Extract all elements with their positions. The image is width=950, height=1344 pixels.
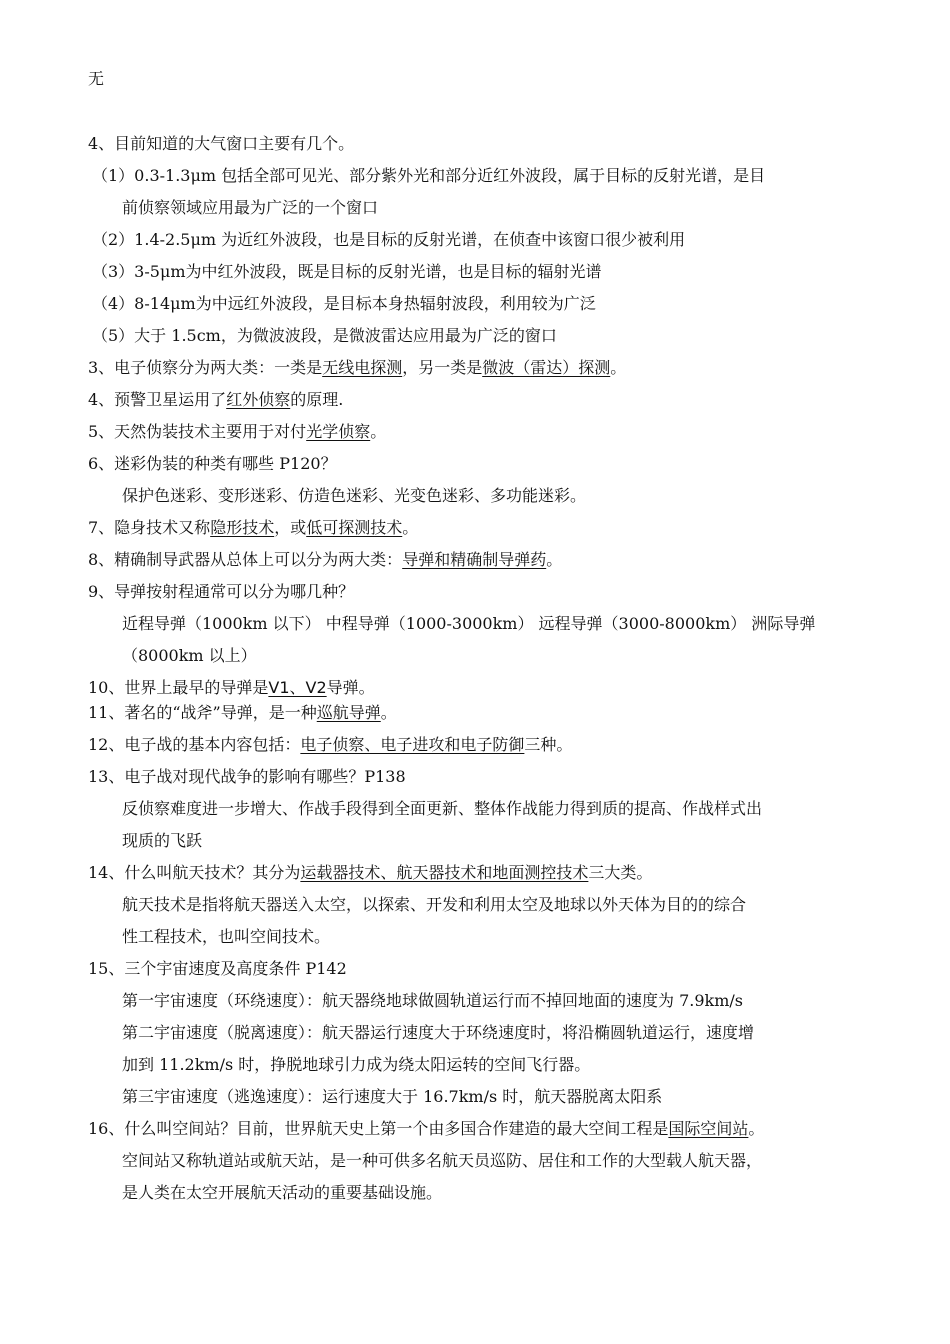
q13-answer-line-1: 反侦察难度进一步增大、作战手段得到全面更新、整体作战能力得到质的提高、作战样式出 [122,799,763,818]
q13-answer-line-2: 现质的飞跃 [122,831,203,850]
q15-title: 15、三个宇宙速度及高度条件 P142 [88,959,347,978]
q9-answer-line-1: 近程导弹（1000km 以下） 中程导弹（1000-3000km） 远程导弹（3000-8000km） 洲际导弹 [122,614,816,633]
q14-answer: 运载器技术、航天器技术和地面测控技术 [300,863,589,882]
q12-text-a: 12、电子战的基本内容包括： [88,735,301,754]
second-cosmic-velocity-line-2: 加到 11.2km/s 时，挣脱地球引力成为绕太阳运转的空间飞行器。 [122,1055,591,1074]
q12-line [88,734,572,756]
q10-answer: V1、V2 [268,678,327,697]
q11-answer: 巡航导弹 [316,703,381,722]
q11-text-a: 11、著名的“战斧”导弹，是一种 [88,703,317,722]
q7-line [88,517,418,539]
top-word: 无 [88,69,105,88]
q11-text-b: 。 [380,703,397,722]
q3-answer-2: 微波（雷达）探测 [482,358,611,377]
q4b-text-a: 4、预警卫星运用了 [88,390,227,409]
q12-text-b: 三种。 [524,735,573,754]
q8-text-b: 。 [546,550,563,569]
q16-text-b: 。 [748,1119,765,1138]
q3-text-b: ，另一类是 [402,358,483,377]
window-1-line-2: 前侦察领域应用最为广泛的一个窗口 [122,198,379,217]
third-cosmic-velocity: 第三宇宙速度（逃逸速度）：运行速度大于 16.7km/s 时，航天器脱离太阳系 [122,1087,663,1106]
q3-text-c: 。 [610,358,627,377]
window-1-line-1: （1）0.3-1.3μm 包括全部可见光、部分紫外光和部分近红外波段，属于目标的反射光谱，是目 [92,166,766,185]
q4b-line [88,389,343,411]
q4b-text-b: 的原理. [290,390,344,409]
q16-answer: 国际空间站 [668,1119,749,1138]
window-3: （3）3-5μm为中红外波段，既是目标的反射光谱，也是目标的辐射光谱 [92,262,602,281]
q3-answer-1: 无线电探测 [322,358,403,377]
q4b-answer: 红外侦察 [226,390,291,409]
q9-title: 9、导弹按射程通常可以分为哪几种？ [88,582,355,601]
q5-text-b: 。 [370,422,387,441]
q3-text-a: 3、电子侦察分为两大类：一类是 [88,358,323,377]
q12-answer: 电子侦察、电子进攻和电子防御 [300,735,525,754]
q7-text-a: 7、隐身技术又称 [88,518,211,537]
q4-title: 4、目前知道的大气窗口主要有几个。 [88,134,355,153]
q10-text-a: 10、世界上最早的导弹是 [88,678,269,697]
q9-answer-line-2: （8000km 以上） [122,646,257,665]
q8-answer: 导弹和精确制导弹药 [402,550,547,569]
q3-line [88,357,626,379]
q14-text-a: 14、什么叫航天技术？其分为 [88,863,301,882]
q14-answer-line-2: 性工程技术，也叫空间技术。 [122,927,331,946]
first-cosmic-velocity: 第一宇宙速度（环绕速度）：航天器绕地球做圆轨道运行而不掉回地面的速度为 7.9km/s [122,991,744,1010]
q16-answer-line-2: 是人类在太空开展航天活动的重要基础设施。 [122,1183,443,1202]
q5-answer: 光学侦察 [306,422,371,441]
q10-line [88,677,375,699]
q13-title: 13、电子战对现代战争的影响有哪些？P138 [88,767,406,786]
q8-text-a: 8、精确制导武器从总体上可以分为两大类： [88,550,403,569]
window-2: （2）1.4-2.5μm 为近红外波段，也是目标的反射光谱，在侦查中该窗口很少被利用 [92,230,686,249]
window-5: （5）大于 1.5cm，为微波波段，是微波雷达应用最为广泛的窗口 [92,326,557,345]
q14-text-b: 三大类。 [588,863,653,882]
window-4: （4）8-14μm为中远红外波段，是目标本身热辐射波段，利用较为广泛 [92,294,596,313]
q8-line [88,549,562,571]
q14-answer-line-1: 航天技术是指将航天器送入太空，以探索、开发和利用太空及地球以外天体为目的的综合 [122,895,747,914]
q16-line [88,1118,764,1140]
q5-line [88,421,386,443]
q6-title: 6、迷彩伪装的种类有哪些 P120？ [88,454,337,473]
second-cosmic-velocity-line-1: 第二宇宙速度（脱离速度）：航天器运行速度大于环绕速度时，将沿椭圆轨道运行，速度增 [122,1023,755,1042]
q5-text-a: 5、天然伪装技术主要用于对付 [88,422,307,441]
q10-text-b: 导弹。 [326,678,375,697]
q6-answer: 保护色迷彩、变形迷彩、仿造色迷彩、光变色迷彩、多功能迷彩。 [122,486,587,505]
q14-line [88,862,652,884]
q11-line [88,702,397,724]
q7-text-c: 。 [402,518,419,537]
q16-answer-line-1: 空间站又称轨道站或航天站，是一种可供多名航天员巡防、居住和工作的大型载人航天器， [122,1151,763,1170]
q16-text-a: 16、什么叫空间站？目前，世界航天史上第一个由多国合作建造的最大空间工程是 [88,1119,669,1138]
q7-answer-2: 低可探测技术 [306,518,403,537]
q7-answer-1: 隐形技术 [210,518,275,537]
q7-text-b: ，或 [274,518,307,537]
